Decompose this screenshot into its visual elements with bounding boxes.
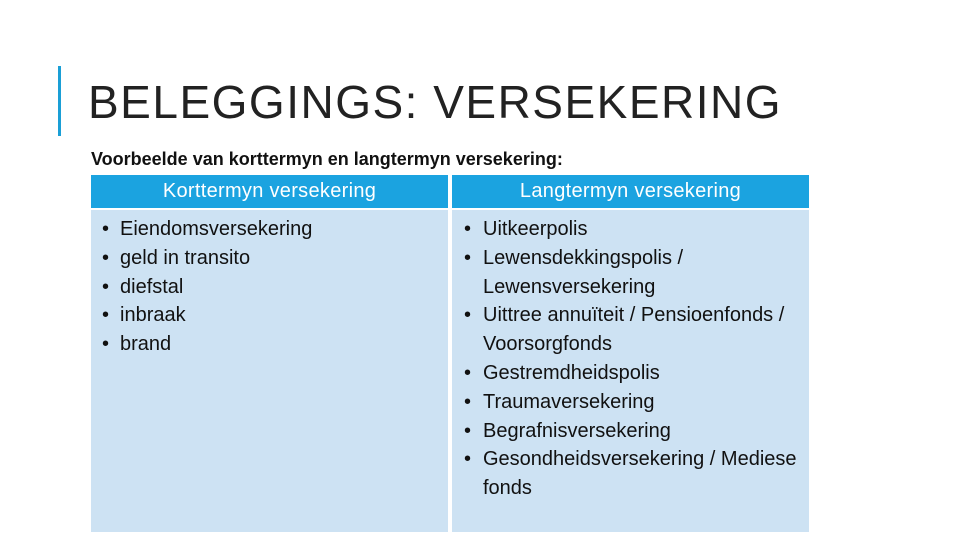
list-item: • diefstal <box>91 273 448 302</box>
list-item: • Gestremdheidspolis <box>452 359 809 388</box>
long-term-cell <box>452 210 809 532</box>
list-item: • geld in transito <box>91 244 448 273</box>
title-accent-bar <box>58 66 61 136</box>
list-item: • Eiendomsversekering <box>91 215 448 244</box>
slide-title: BELEGGINGS: VERSEKERING <box>88 76 783 128</box>
list-item: • Uittree annuïteit / Pensioenfonds / Voorsorgfonds <box>452 301 809 359</box>
list-item: • inbraak <box>91 301 448 330</box>
list-item: • Begrafnisversekering <box>452 417 809 446</box>
header-short-term: Korttermyn versekering <box>91 175 448 208</box>
list-item: • Traumaversekering <box>452 388 809 417</box>
header-long-term: Langtermyn versekering <box>452 175 809 208</box>
long-term-list <box>452 215 809 503</box>
list-item: • Uitkeerpolis <box>452 215 809 244</box>
list-item: • brand <box>91 330 448 359</box>
list-item: • Lewensdekkingspolis / Lewensversekering <box>452 244 809 302</box>
short-term-list <box>91 215 448 359</box>
list-item: • Gesondheidsversekering / Mediese fonds <box>452 445 809 503</box>
slide-subtitle: Voorbeelde van korttermyn en langtermyn versekering: <box>91 149 563 169</box>
insurance-table <box>91 175 809 532</box>
short-term-cell <box>91 210 448 532</box>
